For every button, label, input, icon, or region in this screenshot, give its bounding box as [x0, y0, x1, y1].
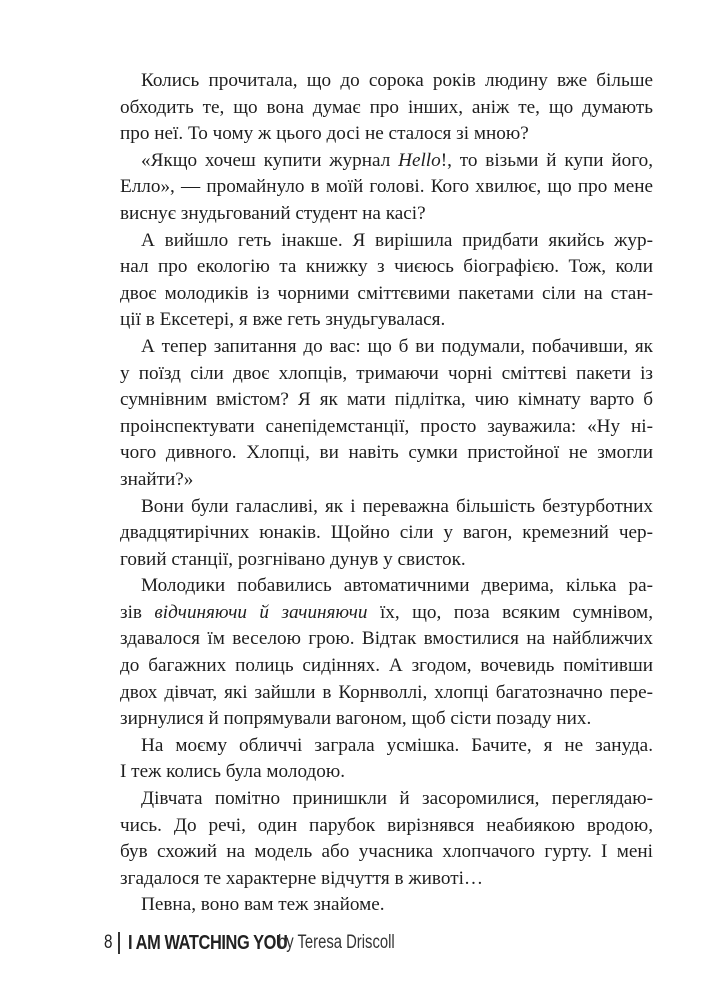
text-line: двох дівчат, які зайшли в Корнволлі, хлопці багатозначно пере-: [120, 681, 653, 703]
text-line: говий станції, розгнівано дунув у свисток.: [120, 548, 466, 570]
paragraph: [120, 573, 653, 733]
text-line: здавалося їм веселою грою. Відтак вмостилися на найближчих: [120, 628, 653, 650]
text-line: у поїзд сіли двоє хлопців, тримаючи чорні сміттєві пакети із: [120, 362, 653, 384]
text-line: нал про екологію та книжку з чиєюсь біографією. Тож, коли: [120, 256, 653, 278]
text-line: І теж колись була молодою.: [120, 761, 345, 783]
page-number: 8: [104, 932, 113, 953]
text-line: Елло», — промайнуло в моїй голові. Кого хвилює, що про мене: [120, 176, 653, 198]
text-line: виснує знудьгований студент на касі?: [120, 202, 426, 224]
text-line: про неї. То чому ж цього досі не сталося зі мною?: [120, 123, 529, 145]
paragraph: [120, 786, 653, 892]
text-line: зирнулися й попрямували вагоном, щоб сісти позаду них.: [120, 708, 592, 730]
text-line: двадцятирічних юнаків. Щойно сіли у вагон, кремезний чер-: [120, 522, 653, 544]
italic-text: відчиняючи й зачиняючи: [154, 601, 368, 623]
paragraph: [120, 334, 653, 494]
text-line: обходить те, що вона думає про інших, аніж те, що думають: [120, 96, 653, 118]
text-line: На моєму обличчі заграла усмішка. Бачите, я не зануда.: [141, 734, 653, 756]
text-line: був схожий на модель або учасника хлопчачого гурту. І мені: [120, 841, 653, 863]
page-footer: [104, 928, 427, 958]
paragraph: [120, 228, 653, 334]
paragraph: [120, 892, 653, 919]
book-title: I AM WATCHING YOU: [127, 931, 287, 954]
book-author: by Teresa Driscoll: [277, 932, 395, 953]
text-line: згадалося те характерне відчуття в животі…: [120, 867, 484, 889]
text-line: ції в Ексетері, я вже геть знудьгувалася.: [120, 309, 446, 331]
text-line: Вони були галасливі, як і переважна більшість безтурботних: [141, 495, 653, 517]
italic-text: Hello: [398, 149, 441, 171]
text-line: Колись прочитала, що до сорока років людину вже більше: [141, 70, 653, 91]
text-line: А тепер запитання до вас: що б ви подумали, побачивши, як: [141, 335, 653, 357]
text-line: А вийшло геть інакше. Я вирішила придбати якийсь жур-: [141, 229, 653, 251]
text-line: проінспектувати санепідемстанції, просто зауважила: «Ну ні-: [120, 415, 653, 437]
text-line: Дівчата помітно принишкли й засоромилися, переглядаю-: [141, 788, 653, 810]
paragraph: [120, 494, 653, 574]
text-line: до багажних полиць сидіннях. А згодом, вочевидь помітивши: [120, 655, 653, 677]
text-line: чись. До речі, один парубок вирізнявся неабиякою вродою,: [120, 814, 653, 836]
text-line: Молодики побавились автоматичними дверима, кілька ра-: [141, 575, 653, 597]
footer-divider: [118, 932, 120, 954]
text-line: знайти?»: [120, 468, 194, 490]
text-line: чого дивного. Хлопці, ви навіть сумки пристойної не змогли: [120, 442, 653, 464]
text-line: двоє молодиків із чорними сміттєвими пакетами сіли на стан-: [120, 282, 653, 304]
paragraph: [120, 68, 653, 148]
text-line: зів відчиняючи й зачиняючи їх, що, поза всяким сумнівом,: [120, 601, 653, 623]
paragraph: [120, 733, 653, 786]
paragraph: [120, 148, 653, 228]
text-line: «Якщо хочеш купити журнал Hello!, то візьми й купи його,: [141, 149, 653, 171]
text-line: Певна, воно вам теж знайоме.: [141, 894, 385, 916]
text-line: сумнівним вмістом? Я як мати підлітка, чию кімнату варто б: [120, 389, 653, 411]
book-page-text: [120, 68, 653, 919]
